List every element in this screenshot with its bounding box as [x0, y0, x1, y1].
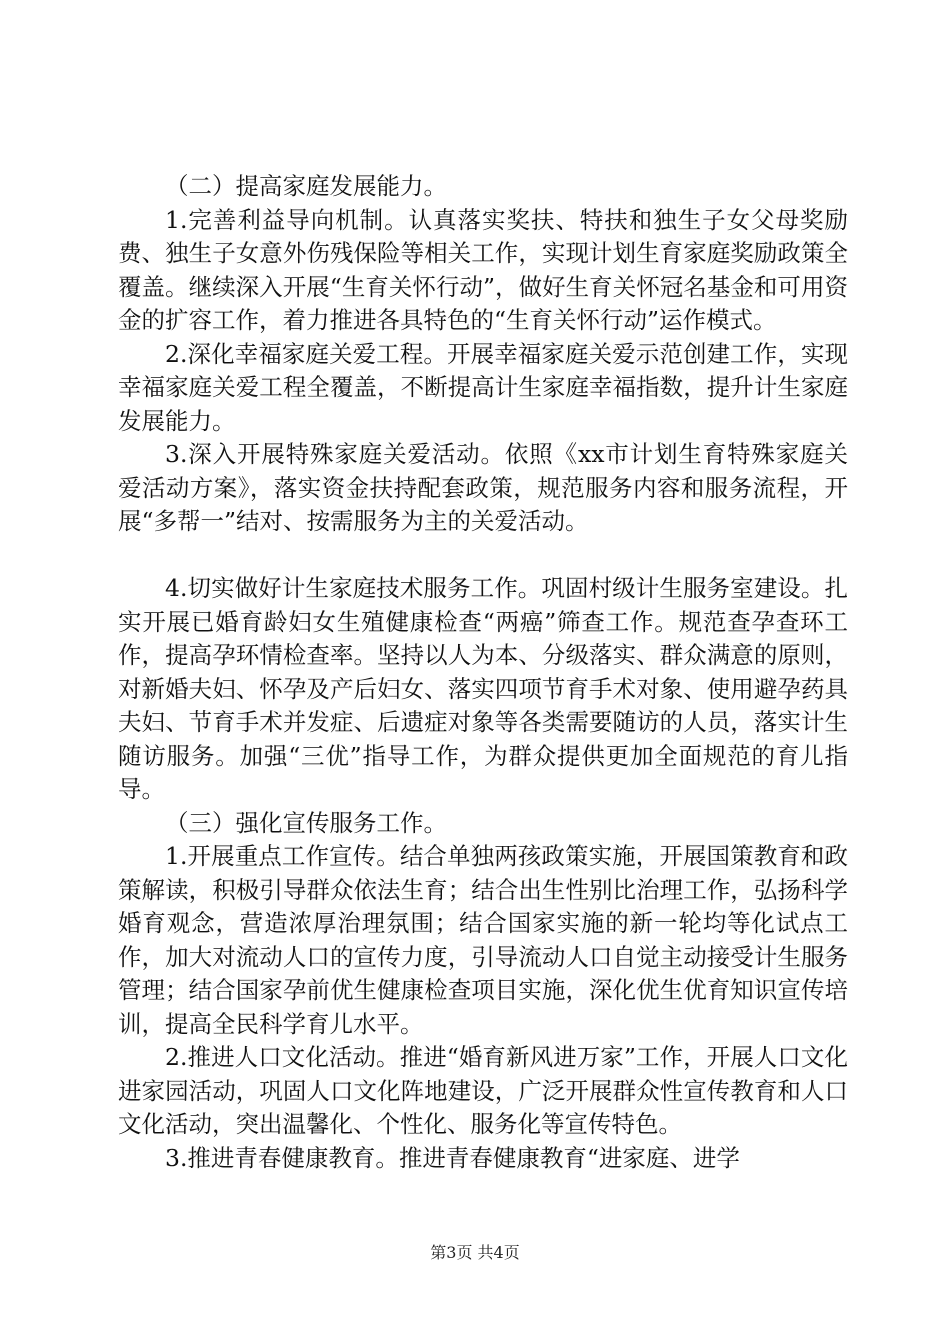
- page-number-label: 第3页 共4页: [430, 1243, 520, 1262]
- paragraph-2-2: 2.深化幸福家庭关爱工程。开展幸福家庭关爱示范创建工作，实现幸福家庭关爱工程全覆盖，不断提高计生家庭幸福指数，提升计生家庭发展能力。: [118, 339, 848, 435]
- paragraph-2-1: 1.完善利益导向机制。认真落实奖扶、特扶和独生子女父母奖励费、独生子女意外伤残保险等相关工作，实现计划生育家庭奖励政策全覆盖。继续深入开展“生育关怀行动”，做好生育关怀冠名基金和可用资金的扩容工作，着力推进各具特色的“生育关怀行动”运作模式。: [118, 205, 848, 334]
- paragraph-2-4: 4.切实做好计生家庭技术服务工作。巩固村级计生服务室建设。扎实开展已婚育龄妇女生殖健康检查“两癌”筛查工作。规范查孕查环工作，提高孕环情检查率。坚持以人为本、分级落实、群众满意的原则，对新婚夫妇、怀孕及产后妇女、落实四项节育手术对象、使用避孕药具夫妇、节育手术并发症、后遗症对象等各类需要随访的人员，落实计生随访服务。加强“三优”指导工作，为群众提供更加全面规范的育儿指导。: [118, 574, 848, 803]
- document-body: [118, 170, 848, 1175]
- paragraph-3-2: 2.推进人口文化活动。推进“婚育新风进万家”工作，开展人口文化进家园活动，巩固人口文化阵地建设，广泛开展群众性宣传教育和人口文化活动，突出温馨化、个性化、服务化等宣传特色。: [118, 1043, 848, 1138]
- section-heading-2: （二）提高家庭发展能力。: [165, 172, 447, 200]
- paragraph-spacer: [118, 539, 848, 573]
- paragraph-3-3: 3.推进青春健康教育。推进青春健康教育“进家庭、进学: [165, 1143, 740, 1172]
- paragraph-3-1: 1.开展重点工作宣传。结合单独两孩政策实施，开展国策教育和政策解读，积极引导群众依法生育；结合出生性别比治理工作，弘扬科学婚育观念，营造浓厚治理氛围；结合国家实施的新一轮均等化试点工作，加大对流动人口的宣传力度，引导流动人口自觉主动接受计生服务管理；结合国家孕前优生健康检查项目实施，深化优生优育知识宣传培训，提高全民科学育儿水平。: [118, 842, 848, 1038]
- paragraph-2-3: 3.深入开展特殊家庭关爱活动。依照《xx市计划生育特殊家庭关爱活动方案》，落实资金扶持配套政策，规范服务内容和服务流程，开展“多帮一”结对、按需服务为主的关爱活动。: [118, 440, 848, 535]
- section-heading-3: （三）强化宣传服务工作。: [165, 808, 447, 837]
- page-footer: [0, 1242, 950, 1264]
